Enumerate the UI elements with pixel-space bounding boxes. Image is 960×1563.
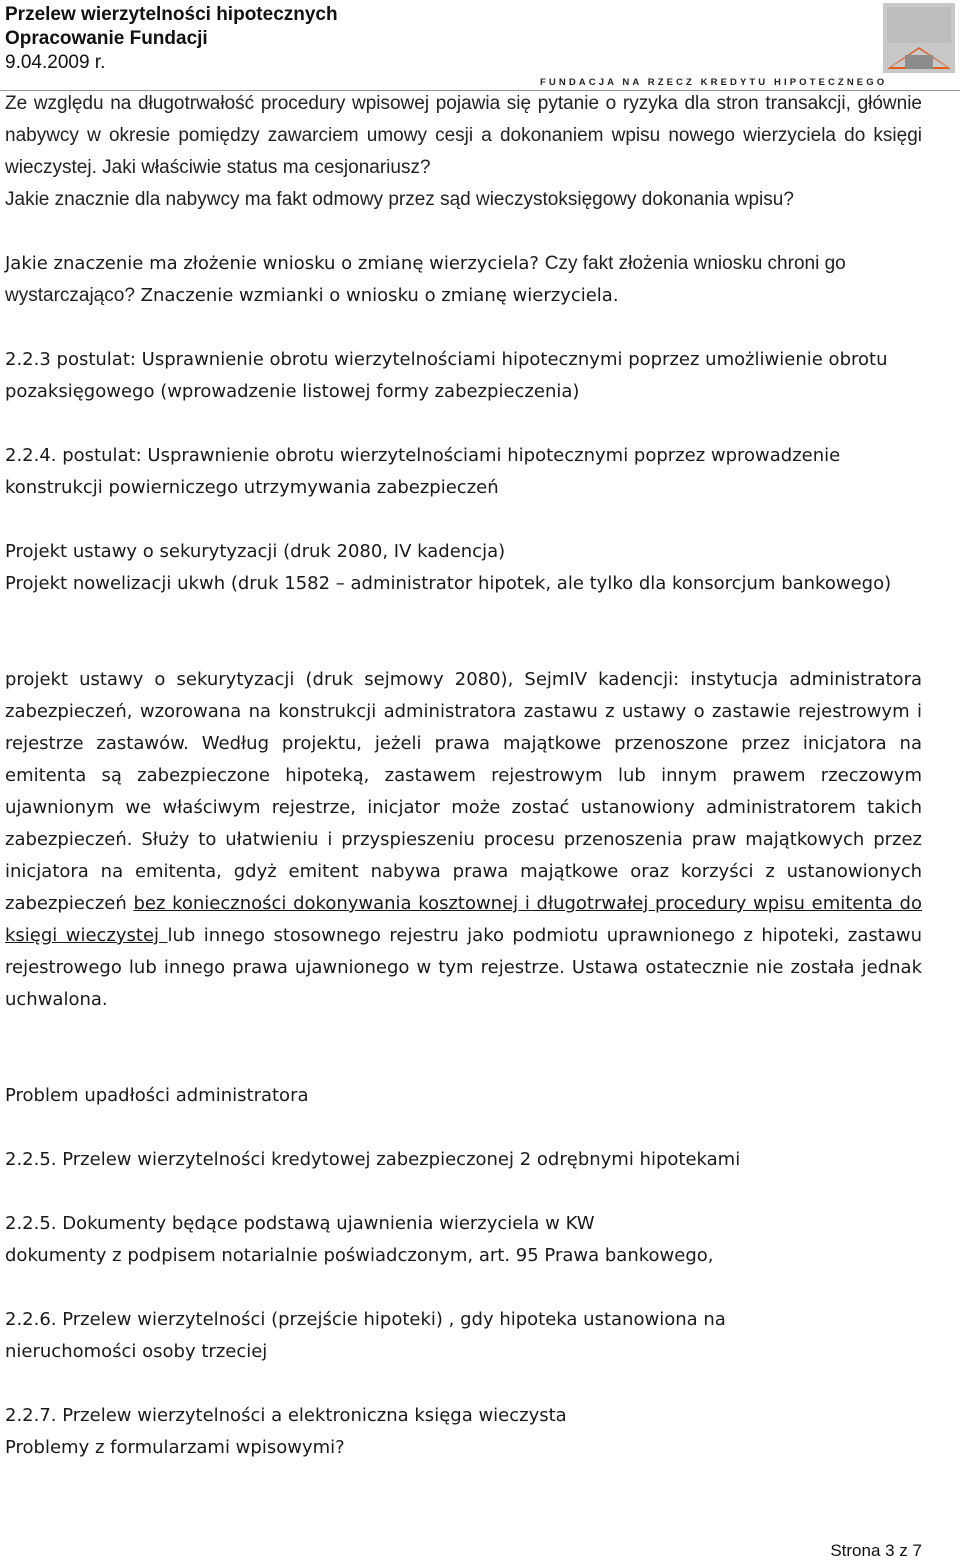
- document-title: Przelew wierzytelności hipotecznych: [5, 4, 338, 25]
- main-paragraph-underlined: bez konieczności dokonywania kosztownej i długotrwałej procedury wpisu emitenta do księgi wieczystej: [5, 893, 922, 946]
- projekt-nowelizacji: Projekt nowelizacji ukwh (druk 1582 – administrator hipotek, ale tylko dla konsorcjum bankowego): [5, 573, 892, 594]
- document-author: Opracowanie Fundacji: [5, 28, 208, 49]
- section-2-2-7-title: 2.2.7. Przelew wierzytelności a elektroniczna księga wieczysta: [5, 1405, 567, 1426]
- intro-question: Jakie znacznie dla nabywcy ma fakt odmowy przez sąd wieczystoksięgowy dokonania wpisu?: [5, 189, 794, 210]
- page-number: Strona 3 z 7: [830, 1541, 922, 1560]
- question-1: Jakie znaczenie ma złożenie wniosku o zmianę wierzyciela?: [5, 253, 539, 274]
- section-2-2-5-a: 2.2.5. Przelew wierzytelności kredytowej zabezpieczonej 2 odrębnymi hipotekami: [5, 1149, 741, 1170]
- main-paragraph-text-1: projekt ustawy o sekurytyzacji (druk sejmowy 2080), SejmIV kadencji: instytucja administratora zabezpieczeń, wzorowana na konstrukcji administratora zastawu z ustawy o zastawie rejestrowym i rejestrze zastawów. Według projektu, jeżeli prawa majątkowe przenoszone przez inicjatora na emitenta są zabezpieczone hipoteką, zastawem rejestrowym lub innym prawem rzeczowym ujawnionym we właściwym rejestrze, inicjator może zostać ustanowiony administratorem takich zabezpieczeń. Służy to ułatwieniu i przyspieszeniu procesu przenoszenia praw majątkowych przez inicjatora na emitenta, gdyż emitent nabywa prawa majątkowe oraz korzyści z ustanowionych zabezpieczeń: [5, 669, 922, 914]
- question-2: Czy fakt złożenia wniosku chroni go wystarczająco?: [5, 253, 846, 306]
- postulat-2-2-3: 2.2.3 postulat: Usprawnienie obrotu wierzytelnościami hipotecznymi poprzez umożliwienie obrotu pozaksięgowego (wprowadzenie listowej formy zabezpieczenia): [5, 349, 888, 402]
- problem-heading: Problem upadłości administratora: [5, 1085, 309, 1106]
- section-2-2-5-b-text: dokumenty z podpisem notarialnie poświadczonym, art. 95 Prawa bankowego,: [5, 1245, 714, 1266]
- intro-paragraph: Ze względu na długotrwałość procedury wpisowej pojawia się pytanie o ryzyka dla stron transakcji, głównie nabywcy w okresie pomiędzy zawarciem umowy cesji a dokonaniem wpisu nowego wierzyciela do księgi wieczystej. Jaki właściwie status ma cesjonariusz?: [5, 93, 922, 178]
- page-header: [5, 3, 338, 75]
- main-paragraph: [5, 664, 922, 1016]
- foundation-logo: [883, 3, 955, 73]
- main-paragraph-text-2: lub innego stosownego rejestru jako podmiotu uprawnionego z hipoteki, zastawu rejestrowego lub innego prawa ujawnionego w tym rejestrze. Ustawa ostatecznie nie została jednak uchwalona.: [5, 925, 922, 1010]
- section-2-2-5-b-title: 2.2.5. Dokumenty będące podstawą ujawnienia wierzyciela w KW: [5, 1213, 595, 1234]
- section-2-2-7-text: Problemy z formularzami wpisowymi?: [5, 1437, 345, 1458]
- organization-name: FUNDACJA NA RZECZ KREDYTU HIPOTECZNEGO: [540, 77, 888, 88]
- document-date: 9.04.2009 r.: [5, 52, 106, 73]
- projekt-sekurytyzacji: Projekt ustawy o sekurytyzacji (druk 2080, IV kadencja): [5, 541, 506, 562]
- question-3: Znaczenie wzmianki o wniosku o zmianę wierzyciela.: [140, 285, 619, 306]
- section-2-2-6: 2.2.6. Przelew wierzytelności (przejście hipoteki) , gdy hipoteka ustanowiona na nieruchomości osoby trzeciej: [5, 1309, 726, 1362]
- postulat-2-2-4: 2.2.4. postulat: Usprawnienie obrotu wierzytelnościami hipotecznymi poprzez wprowadzenie konstrukcji powierniczego utrzymywania zabezpieczeń: [5, 445, 841, 498]
- questions-paragraph: [5, 248, 922, 312]
